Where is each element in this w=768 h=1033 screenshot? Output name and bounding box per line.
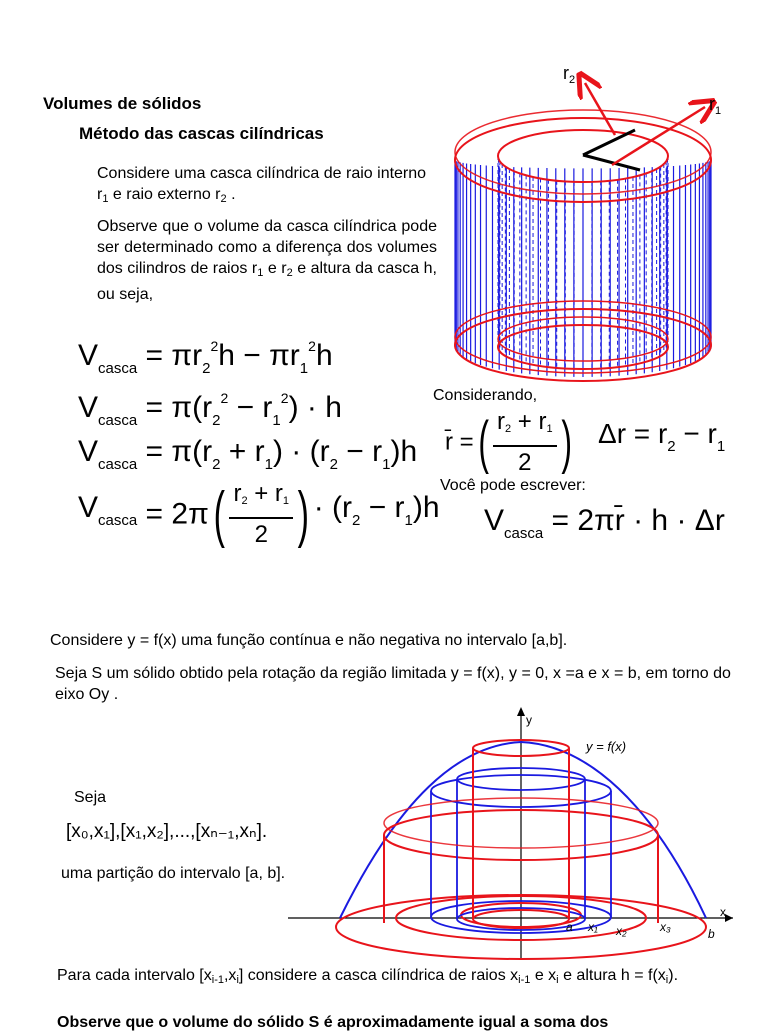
seja-label: Seja	[74, 789, 107, 806]
method-title: Método das cascas cilíndricas	[79, 124, 324, 143]
r2-arrow	[585, 83, 615, 135]
label-b: b	[708, 927, 715, 941]
fraction-mean-radius: $\frac{r_2 + r_1}{2}$	[229, 478, 293, 551]
curve-label: y = f(x)	[586, 739, 627, 754]
final-equation: $V_{casca}$ = 2πr̄ · h · Δr	[484, 504, 725, 542]
y-axis-label: y	[526, 713, 532, 727]
partition-expression: [x₀,x₁],[x₁,x₂],...,[xₙ₋₁,xₙ].	[66, 821, 268, 842]
voce-pode-label: Você pode escrever:	[440, 477, 586, 494]
r2-label: $r_2$	[563, 63, 576, 86]
label-x1: x₁	[588, 920, 598, 934]
equation-4: $V_{casca} = 2\pi$( $\frac{r_2 + r_1}{2}$ ) · $(r_2 - r_1)h$	[78, 478, 440, 551]
cylindrical-shell-figure	[450, 55, 750, 385]
considerando-label: Considerando,	[433, 387, 538, 404]
label-a: a	[566, 920, 573, 934]
delta-r-equation: $\Delta r = r_2 - r_1$	[598, 418, 726, 455]
particao-text: uma partição do intervalo [a, b].	[61, 865, 286, 882]
rbar-equation: r̄ =( $\frac{r_2 + r_1}{2}$ )	[445, 408, 572, 476]
line-considere-function: Considere y = f(x) uma função contínua e não negativa no intervalo [a,b].	[50, 632, 568, 649]
paragraph-shell-radii: Considere uma casca cilíndrica de raio interno $r_1$ e raio externo $r_2$ .	[97, 165, 427, 205]
equation-2: $V_{casca} = \pi(r_2^2 - r_1^2) \cdot h$	[78, 390, 342, 429]
line-seja-s: Seja S um sólido obtido pela rotação da região limitada y = f(x), y = 0, x =a e x = b, em torno do eixo Oy .	[55, 665, 731, 703]
equation-1: $V_{casca} = \pi r_2^2h - \pi r_1^2h$	[78, 338, 333, 377]
x-axis-label: x	[720, 905, 726, 919]
equation-3: $V_{casca} = \pi(r_2 + r_1) \cdot (r_2 - r_1)h$	[78, 435, 418, 473]
paragraph-each-interval: Para cada intervalo $[x_{i-1},x_i]$ considere a casca cilíndrica de raios $x_{i-1}$ e $x_i$ e altura $h = f(x_i)$.	[57, 967, 679, 986]
paragraph-observe-sum: Observe que o volume do sólido S é aproximadamente igual a soma dos	[57, 1014, 609, 1031]
x-axis-arrow-icon	[725, 914, 733, 922]
label-x3: x₃	[660, 920, 671, 934]
solid-of-revolution-figure	[288, 705, 738, 965]
label-x2: x₂	[616, 924, 627, 938]
y-axis-arrow-icon	[517, 707, 525, 716]
section-title: Volumes de sólidos	[43, 94, 202, 113]
r1-label: $r_1$	[709, 94, 722, 117]
paragraph-volume-difference: Observe que o volume da casca cilíndrica pode ser determinado como a diferença dos volumes dos cilindros de raios $r_1$ e $r_2$ e altura da casca h, ou seja,	[97, 218, 437, 303]
